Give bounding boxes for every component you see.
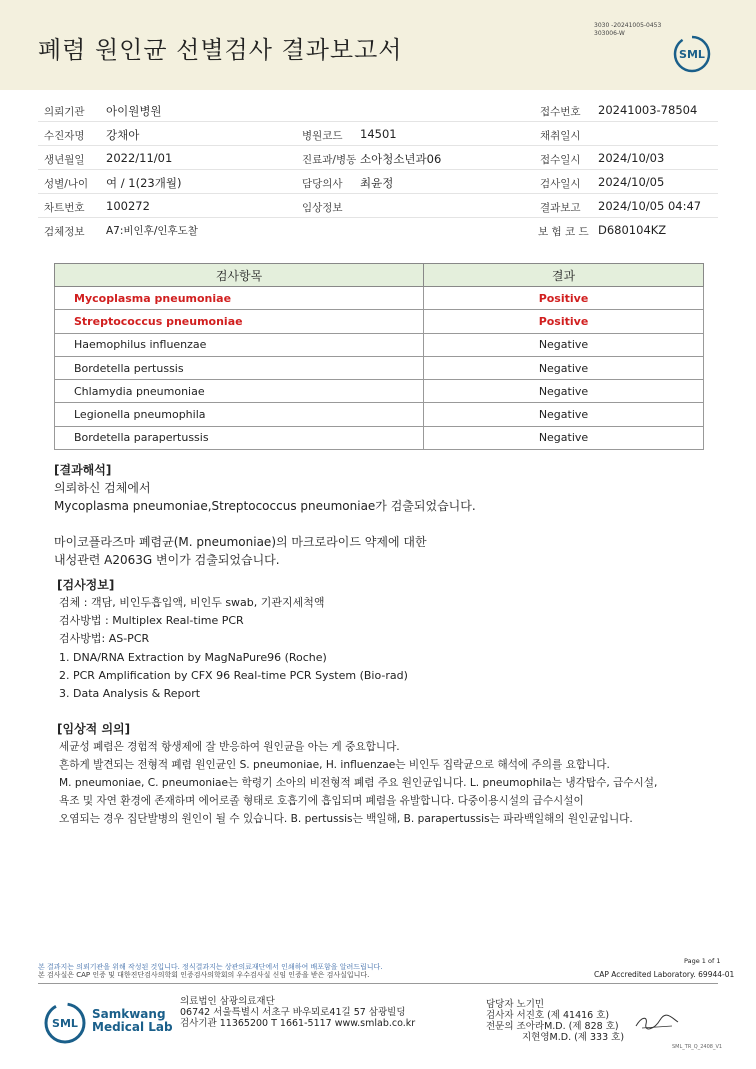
footer-divider [38, 983, 718, 984]
info-row [38, 122, 718, 146]
document-code [594, 22, 661, 38]
test-item: Chlamydia pneumoniae [55, 380, 424, 403]
receipt-date-label: 접수일시 [540, 154, 581, 166]
table-row [55, 403, 704, 426]
interpretation-line: 의뢰하신 검체에서 [54, 481, 151, 495]
svg-text:SML: SML [52, 1017, 78, 1030]
interpretation-line: 마이코플라즈마 폐렴균(M. pneumoniae)의 마크로라이드 약제에 대한 [54, 535, 427, 549]
info-row [38, 218, 718, 242]
agency-value: 아이원병원 [106, 104, 162, 118]
interpretation-line: Mycoplasma pneumoniae,Streptococcus pneumoniae가 검출되었습니다. [54, 499, 476, 513]
table-row [55, 426, 704, 449]
patient-value: 강채아 [106, 128, 140, 142]
doctor-label: 담당의사 [302, 178, 343, 190]
clinical-line: 흔하게 발견되는 전형적 폐렴 원인균인 S. pneumoniae, H. influenzae는 비인두 집락균으로 해석에 주의를 요합니다. [59, 759, 610, 771]
doctor-value: 최윤정 [360, 176, 394, 190]
test-item: Haemophilus influenzae [55, 333, 424, 356]
table-header-row [55, 264, 704, 287]
test-info-line: 검체 : 객담, 비인두흡입액, 비인두 swab, 기관지세척액 [59, 596, 325, 609]
test-result: Negative [424, 333, 704, 356]
test-item: Mycoplasma pneumoniae [55, 287, 424, 310]
clinical-title: [임상적 의의] [57, 722, 131, 736]
specimen-label: 검체정보 [44, 226, 85, 238]
sml-logo-icon [672, 34, 712, 74]
test-item: Streptococcus pneumoniae [55, 310, 424, 333]
hospital-code-label: 병원코드 [302, 130, 343, 142]
agency-label: 의뢰기관 [44, 106, 85, 118]
sex-age-value: 여 / 1(23개월) [106, 176, 182, 190]
test-date-value: 2024/10/05 [598, 175, 665, 189]
test-item: Bordetella pertussis [55, 356, 424, 379]
hospital-code-value: 14501 [360, 127, 397, 141]
clinical-line: 세균성 폐렴은 경험적 항생제에 잘 반응하여 원인균을 아는 게 중요합니다. [59, 741, 400, 753]
interpretation-line: 내성관련 A2063G 변이가 검출되었습니다. [54, 553, 280, 567]
address-line: 의료법인 삼광의료재단 [180, 996, 275, 1007]
receipt-no-label: 접수번호 [540, 106, 581, 118]
results-table [54, 263, 704, 450]
clinical-line: 욕조 및 자연 환경에 존재하며 에어로졸 형태로 호흡기에 흡입되며 폐렴을 유발합니다. 다중이용시설의 급수시설이 [59, 795, 584, 807]
test-result: Negative [424, 356, 704, 379]
report-title: 폐렴 원인균 선별검사 결과보고서 [38, 36, 403, 64]
org-name-line-2: Medical Lab [92, 1020, 173, 1034]
table-row [55, 380, 704, 403]
info-row [38, 170, 718, 194]
dob-value: 2022/11/01 [106, 151, 173, 165]
form-version: SML_TR_Q_2408_V1 [672, 1044, 723, 1050]
test-info-line: 2. PCR Amplification by CFX 96 Real-time PCR System (Bio-rad) [59, 669, 408, 682]
footer-note: 본 결과지는 의뢰기관을 위해 작성된 것입니다. 정식결과지는 상관의료재단에서 인쇄하여 배포함을 알려드립니다. [38, 963, 383, 971]
dept-value: 소아청소년과06 [360, 152, 442, 166]
sml-logo-icon [42, 1000, 88, 1046]
chart-label: 차트번호 [44, 202, 85, 214]
test-info-line: 검사방법: AS-PCR [59, 632, 150, 645]
test-result: Negative [424, 380, 704, 403]
insurance-label: 보 험 코 드 [538, 226, 589, 238]
address-line: 검사기관 11365200 T 1661-5117 www.smlab.co.kr [180, 1018, 416, 1029]
staff-list [486, 999, 624, 1043]
interpretation-title: [결과해석] [54, 463, 112, 477]
org-name-line-1: Samkwang [92, 1007, 166, 1021]
specimen-value: A7:비인후/인후도찰 [106, 225, 198, 237]
table-row [55, 287, 704, 310]
col-header-result: 결과 [424, 264, 704, 287]
info-row [38, 194, 718, 218]
table-row [55, 310, 704, 333]
cap-accreditation: CAP Accredited Laboratory. 69944-01 [594, 970, 735, 979]
svg-text:SML: SML [679, 48, 705, 61]
staff-line: 지현영M.D. (제 333 호) [522, 1032, 625, 1043]
staff-line: 검사자 서진호 (제 41416 호) [486, 1010, 610, 1021]
clinical-line: 오염되는 경우 집단발병의 원인이 될 수 있습니다. B. pertussis는 백일해, B. parapertussis는 파라백일해의 원인균입니다. [59, 813, 633, 825]
test-date-label: 검사일시 [540, 178, 581, 190]
staff-line: 전문의 조아라M.D. (제 828 호) [486, 1021, 619, 1032]
test-result: Negative [424, 403, 704, 426]
clinical-info-label: 임상정보 [302, 202, 343, 214]
footer-note: 본 검사실은 CAP 인증 및 대한진단검사의학회 인증검사의학회의 우수검사실 신임 인증을 받은 검사실입니다. [38, 971, 370, 979]
test-result: Positive [424, 310, 704, 333]
test-result: Negative [424, 426, 704, 449]
col-header-item: 검사항목 [55, 264, 424, 287]
dept-label: 진료과/병동 [302, 154, 357, 166]
test-info-title: [검사정보] [57, 578, 115, 592]
info-row [38, 146, 718, 170]
test-info-line: 3. Data Analysis & Report [59, 687, 201, 700]
page-indicator: Page 1 of 1 [684, 957, 721, 965]
dob-label: 생년월일 [44, 154, 85, 166]
report-header [0, 0, 756, 90]
report-date-value: 2024/10/05 04:47 [598, 199, 702, 213]
test-item: Legionella pneumophila [55, 403, 424, 426]
collect-date-label: 채취일시 [540, 130, 581, 142]
doc-code-line-1: 3030 -20241005-0453 [594, 22, 662, 29]
report-date-label: 결과보고 [540, 202, 581, 214]
sex-age-label: 성별/나이 [44, 178, 89, 190]
table-row [55, 333, 704, 356]
receipt-no-value: 20241003-78504 [598, 103, 698, 117]
doc-code-line-2: 303006-W [594, 30, 625, 37]
test-item: Bordetella parapertussis [55, 426, 424, 449]
patient-label: 수진자명 [44, 130, 85, 142]
org-address [180, 996, 415, 1029]
staff-line: 담당자 노기민 [486, 999, 545, 1010]
chart-value: 100272 [106, 199, 150, 213]
signature-icon [632, 1012, 682, 1034]
clinical-line: M. pneumoniae, C. pneumoniae는 학령기 소아의 비전형적 폐렴 주요 원인균입니다. L. pneumophila는 냉각탑수, 급수시설, [59, 777, 658, 789]
table-row [55, 356, 704, 379]
receipt-date-value: 2024/10/03 [598, 151, 665, 165]
org-name [92, 1008, 173, 1034]
test-info-line: 검사방법 : Multiplex Real-time PCR [59, 614, 244, 627]
insurance-value: D680104KZ [598, 223, 667, 237]
test-info-line: 1. DNA/RNA Extraction by MagNaPure96 (Roche) [59, 651, 327, 664]
address-line: 06742 서울특별시 서초구 바우뫼로41길 57 삼광빌딩 [180, 1007, 406, 1018]
info-row [38, 98, 718, 122]
test-result: Positive [424, 287, 704, 310]
